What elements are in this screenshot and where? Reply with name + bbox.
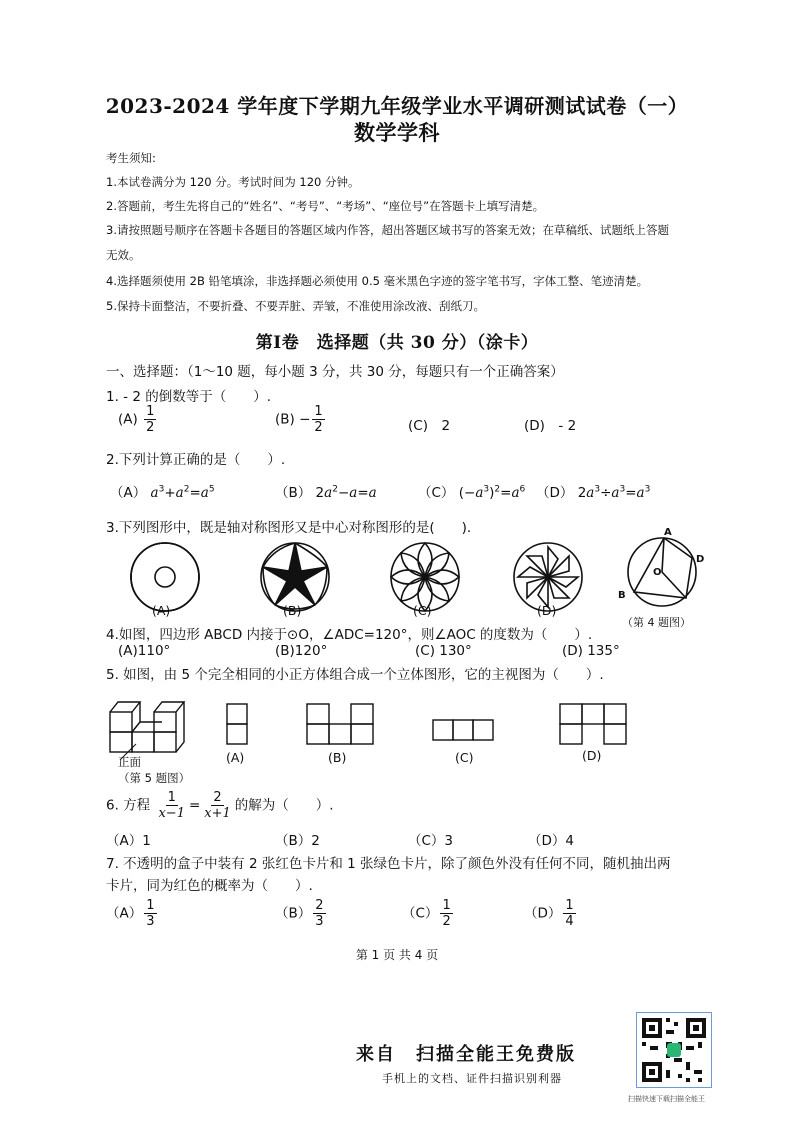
q7-option-b: （B） $\frac{2}{3}$: [275, 898, 324, 929]
notice-item: 5.保持卡面整洁，不要折叠、不要弄脏、弄皱，不准使用涂改液、刮纸刀。: [106, 299, 485, 313]
point-b-label: B: [618, 590, 626, 601]
q3-label-c: (C): [413, 603, 432, 618]
q2-stem: 2.下列计算正确的是（ ）.: [106, 452, 286, 468]
q5-label-d: (D): [582, 748, 602, 763]
q3-label-a: (A): [152, 603, 171, 618]
exam-title: 2023-2024 学年度下学期九年级学业水平调研测试试卷（一）: [105, 94, 689, 118]
q1-option-b: (B) − $\frac{1}{2}$: [275, 404, 323, 435]
q1-option-c: (C) 2: [408, 418, 451, 434]
notice-item: 1.本试卷满分为 120 分。考试时间为 120 分钟。: [106, 175, 360, 189]
q4-stem: 4.如图，四边形 ABCD 内接于⊙O，∠ADC=120°，则∠AOC 的度数为（ ）.: [106, 627, 593, 643]
figure-c-petals: [391, 543, 459, 611]
q7-option-d: （D） $\frac{1}{4}$: [524, 898, 574, 929]
q1-option-a: (A) $\frac{1}{2}$: [118, 404, 155, 435]
q6-option-b: （B）2: [275, 833, 320, 849]
qr-caption: 扫描快速下载扫描全能王: [628, 1095, 705, 1103]
q4-option-d: (D) 135°: [562, 643, 620, 659]
q6-option-c: （C）3: [408, 833, 454, 849]
view-c: [433, 720, 493, 740]
q5-label-c: (C): [455, 750, 474, 765]
point-o-label: O: [653, 567, 662, 578]
scanner-watermark-subtitle: 手机上的文档、证件扫描识别利器: [382, 1072, 562, 1085]
view-d: [560, 704, 626, 744]
fig4-caption: （第 4 题图）: [622, 616, 691, 629]
q5-label-a: (A): [226, 750, 245, 765]
q6-option-d: （D）4: [528, 833, 574, 849]
q3-label-b: (B): [283, 603, 302, 618]
q5-front-label: 正面: [118, 755, 141, 769]
q5-label-b: (B): [328, 750, 347, 765]
view-a: [227, 704, 247, 744]
figure-d-pinwheel: [514, 543, 582, 611]
q5-stem: 5. 如图，由 5 个完全相同的小正方体组合成一个立体图形，它的主视图为（ ）.: [106, 667, 604, 683]
notice-item: 4.选择题须使用 2B 铅笔填涂，非选择题必须使用 0.5 毫米黑色字迹的签字笔书写，字体工整、笔迹清楚。: [106, 274, 649, 288]
q6-stem: 6. 方程 $\frac{1}{x-1}$ = $\frac{2}{x+1}$ 的解为（ ）.: [106, 790, 334, 821]
q7-line1: 7. 不透明的盒子中装有 2 张红色卡片和 1 张绿色卡片，除了颜色外没有任何不同，随机抽出两: [106, 856, 671, 872]
q4-option-b: (B)120°: [275, 643, 328, 659]
q1-option-d: (D) - 2: [524, 418, 577, 434]
q4-option-c: (C) 130°: [415, 643, 472, 659]
scanner-watermark-title: 来自 扫描全能王免费版: [356, 1044, 576, 1065]
q1-stem: 1. - 2 的倒数等于（ ）.: [106, 389, 272, 405]
q2-option-c: （C） $(-a^3)^2=a^6$: [418, 484, 526, 501]
notice-heading: 考生须知:: [106, 151, 156, 165]
q5-fig-caption: （第 5 题图）: [118, 771, 191, 785]
q7-line2: 卡片，同为红色的概率为（ ）.: [106, 878, 313, 894]
q3-label-d: (D): [537, 603, 557, 618]
page-number: 第 1 页 共 4 页: [355, 948, 439, 962]
q4-option-a: (A)110°: [118, 643, 171, 659]
q3-stem: 3.下列图形中，既是轴对称图形又是中心对称图形的是( ).: [106, 520, 472, 536]
view-b: [307, 704, 373, 744]
q2-option-a: （A） $a^3+a^2=a^5$: [110, 484, 215, 501]
solid-figure: [110, 702, 184, 760]
point-d-label: D: [696, 554, 705, 565]
subject-title: 数学学科: [354, 120, 440, 145]
figure-4-inscribed-quadrilateral: [628, 538, 696, 606]
q2-option-d: （D） $2a^3\div a^3=a^3$: [536, 484, 651, 501]
q6-option-a: （A）1: [106, 833, 151, 849]
q7-option-a: （A） $\frac{1}{3}$: [106, 898, 155, 929]
point-a-label: A: [664, 527, 672, 538]
qr-code-icon: [636, 1012, 712, 1088]
q7-option-c: （C） $\frac{1}{2}$: [402, 898, 451, 929]
q2-option-b: （B） $2a^2-a=a$: [275, 484, 377, 501]
notice-item: 无效。: [106, 248, 141, 262]
section-title: 第Ⅰ卷 选择题（共 30 分）（涂卡）: [255, 333, 539, 353]
notice-item: 3.请按照题号顺序在答题卡各题目的答题区域内作答，超出答题区域书写的答案无效；在草稿纸、试题纸上答题: [106, 223, 669, 237]
figure-b-star-circle: [261, 543, 329, 611]
notice-item: 2.答题前，考生先将自己的“姓名”、“考号”、“考场”、“座位号”在答题卡上填写清楚。: [106, 199, 545, 213]
q5-figures: [100, 690, 660, 760]
section-instruction: 一、选择题：（1～10 题，每小题 3 分，共 30 分，每题只有一个正确答案）: [106, 364, 564, 380]
figure-a-circle-flower: [131, 543, 199, 611]
